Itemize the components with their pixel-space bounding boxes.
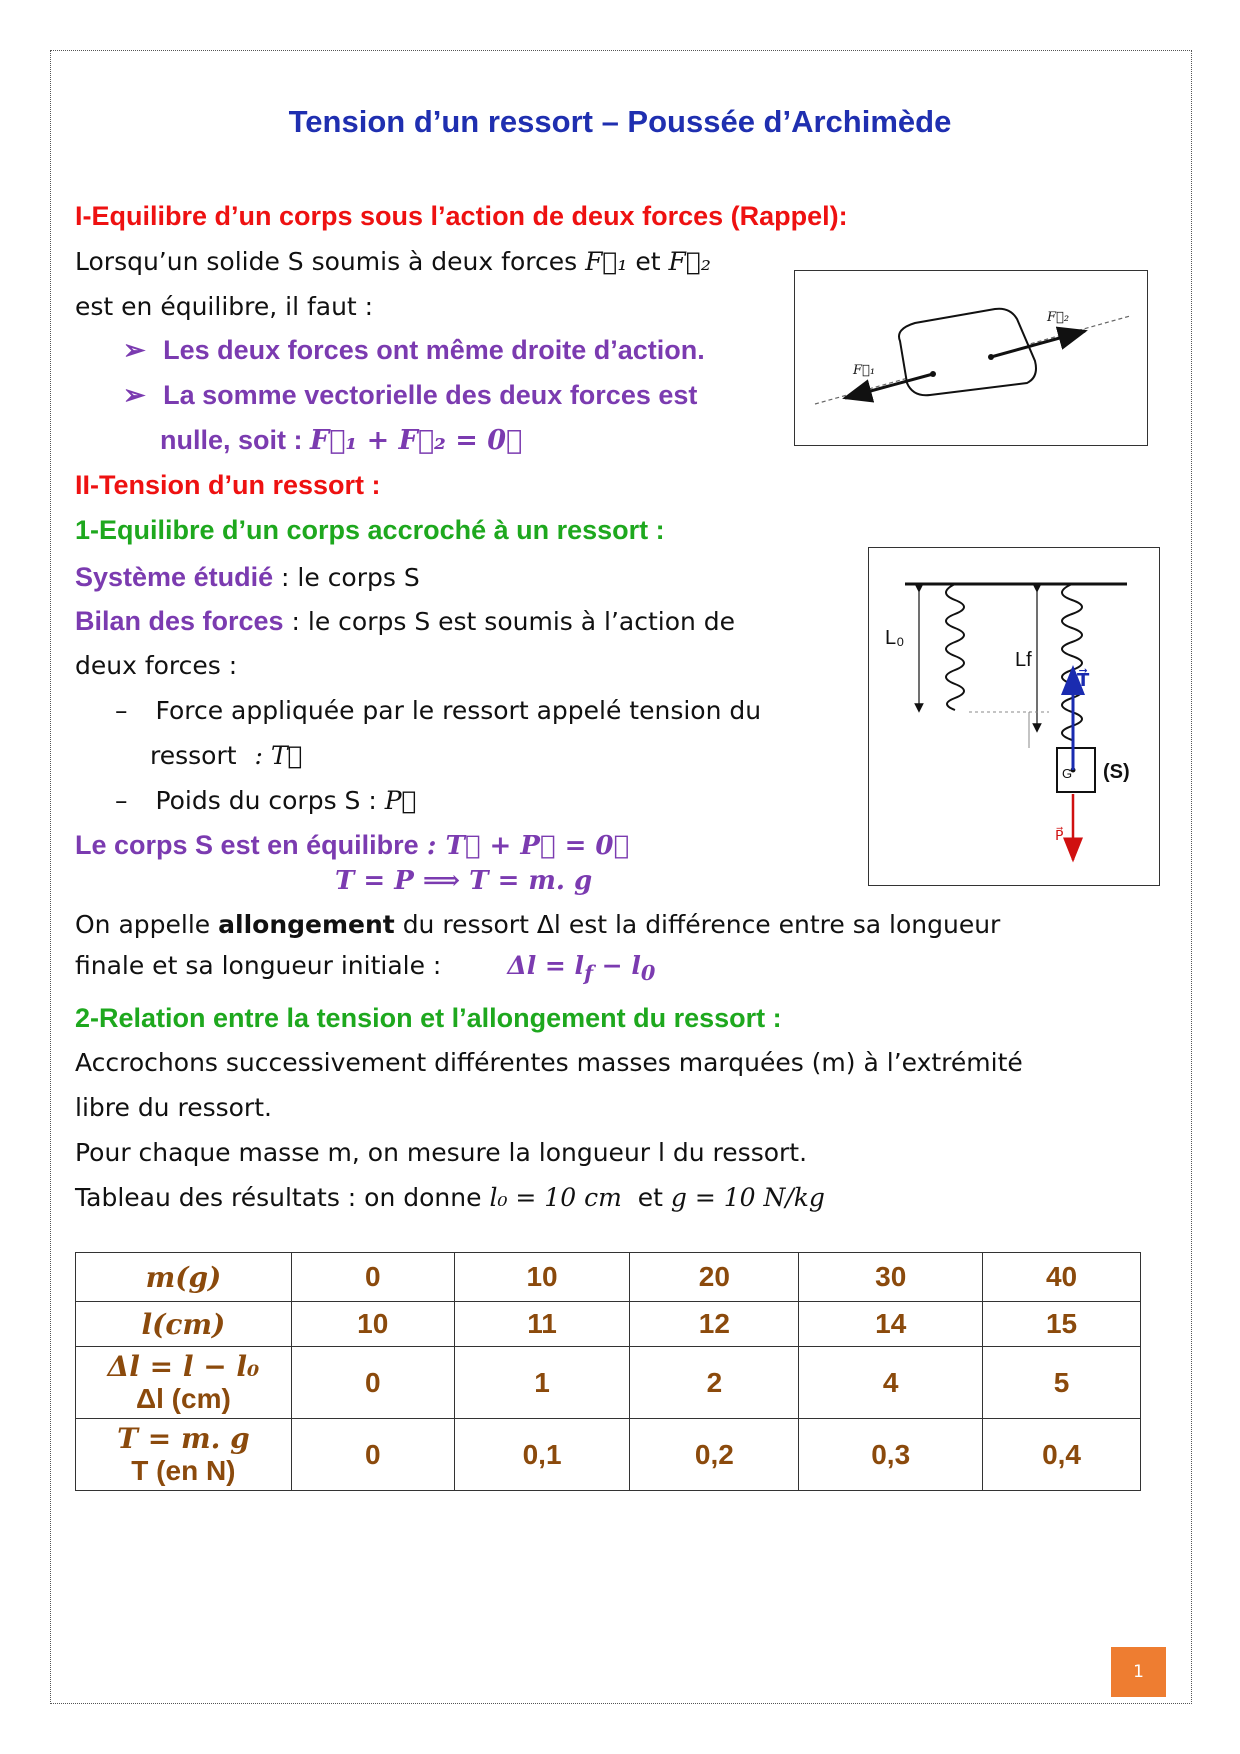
allong-sub-f: f: [584, 960, 594, 985]
dash-marker: –: [115, 696, 128, 725]
allong-line2: finale et sa longueur initiale :: [75, 951, 442, 980]
row-header: [76, 1419, 292, 1491]
table-cell: 0: [291, 1253, 454, 1302]
page-title: Tension d’un ressort – Poussée d’Archimède: [288, 104, 952, 139]
f1-point: [930, 371, 936, 377]
fig-f2-label: F⃗₂: [1047, 310, 1070, 325]
row-header-line: T = m. g: [117, 1422, 250, 1455]
allongement-line1: [75, 910, 1000, 940]
para3: [75, 1183, 825, 1213]
fig-t-label: T⃗: [1077, 670, 1090, 690]
allong-bold: allongement: [218, 910, 395, 939]
table-cell: 0: [291, 1347, 454, 1419]
table-cell: 11: [454, 1302, 630, 1347]
bullet-2-text: La somme vectorielle des deux forces est: [163, 380, 698, 410]
force1-item: [115, 696, 761, 726]
f2-point: [988, 354, 994, 360]
row-header-line: l(cm): [141, 1307, 226, 1341]
table-cell: 0,4: [983, 1419, 1141, 1491]
force2-text: Poids du corps S :: [155, 786, 377, 815]
table-cell: 2: [630, 1347, 799, 1419]
table-cell: 12: [630, 1302, 799, 1347]
table-cell: 0: [291, 1419, 454, 1491]
figure-spring: [868, 547, 1160, 886]
line1-text: Lorsqu’un solide S soumis à deux forces: [75, 247, 578, 276]
fig-s-label: (S): [1103, 761, 1130, 783]
table-row: [76, 1347, 1141, 1419]
para2: Pour chaque masse m, on mesure la longueur l du ressort.: [75, 1138, 808, 1167]
allongement-line2: [75, 951, 655, 988]
figure-two-forces: [794, 270, 1148, 446]
section1-line1: [75, 247, 711, 277]
bullet-marker: ➢: [123, 335, 146, 365]
results-table: [75, 1252, 1141, 1491]
row-header-line: Δl (cm): [136, 1383, 231, 1414]
weight-symbol: P⃗: [384, 786, 417, 815]
table-cell: 1: [454, 1347, 630, 1419]
solid-body: [899, 309, 1036, 396]
et-word: et: [635, 247, 661, 276]
fig-p-label: P⃗: [1055, 827, 1064, 843]
bullet-1-text: Les deux forces ont même droite d’action.: [163, 335, 705, 365]
spring-diagram: [869, 548, 1158, 884]
bilan-line2: deux forces :: [75, 651, 238, 680]
bullet-2: [123, 380, 697, 411]
bullet-1: [123, 335, 705, 366]
f1-symbol: F⃗₁: [585, 247, 628, 276]
row-header-line: T (en N): [131, 1455, 236, 1486]
table-row: [76, 1419, 1141, 1491]
bullet-marker: ➢: [123, 380, 146, 410]
results-table-body: [76, 1253, 1141, 1491]
subsection1-heading: 1-Equilibre d’un corps accroché à un ressort :: [75, 515, 665, 545]
table-cell: 4: [799, 1347, 983, 1419]
para3-text: Tableau des résultats : on donne: [75, 1183, 482, 1212]
systeme-text: : le corps S: [281, 563, 420, 592]
equilibre-line: [75, 830, 629, 861]
table-row: [76, 1302, 1141, 1347]
table-cell: 40: [983, 1253, 1141, 1302]
table-cell: 5: [983, 1347, 1141, 1419]
bilan-line: [75, 606, 735, 637]
table-cell: 30: [799, 1253, 983, 1302]
bilan-text: : le corps S est soumis à l’action de: [291, 607, 736, 636]
row-header-line: m(g): [145, 1260, 222, 1294]
systeme-label: Système étudié: [75, 562, 274, 592]
table-cell: 14: [799, 1302, 983, 1347]
g-given: g = 10 N/kg: [670, 1183, 825, 1212]
para3-et: et: [637, 1183, 663, 1212]
para1-line1: Accrochons successivement différentes masses marquées (m) à l’extrémité: [75, 1048, 1023, 1077]
equilibre-label: Le corps S est en équilibre: [75, 830, 419, 860]
force-sum-formula: F⃗₁ + F⃗₂ = 0⃗: [310, 425, 523, 456]
section2-heading: II-Tension d’un ressort :: [75, 470, 381, 500]
spring-left: [946, 584, 964, 710]
allong-pre: On appelle: [75, 910, 211, 939]
table-cell: 20: [630, 1253, 799, 1302]
dash-marker: –: [115, 786, 128, 815]
equilibre-formula2: T = P ⟹ T = m. g: [335, 866, 593, 896]
subsection2-heading: 2-Relation entre la tension et l’allongement du ressort :: [75, 1003, 782, 1033]
table-cell: 10: [454, 1253, 630, 1302]
table-cell: 15: [983, 1302, 1141, 1347]
section1-heading: I-Equilibre d’un corps sous l’action de deux forces (Rappel):: [75, 201, 848, 231]
fig-lf-label: Lf: [1015, 649, 1032, 671]
systeme-line: [75, 562, 420, 593]
force2-item: [115, 786, 417, 816]
para1-line2: libre du ressort.: [75, 1093, 272, 1122]
allongement-formula: [507, 951, 656, 985]
row-header: [76, 1253, 292, 1302]
table-cell: 0,1: [454, 1419, 630, 1491]
allong-post: du ressort Δl est la différence entre sa longueur: [402, 910, 1001, 939]
force1-text: Force appliquée par le ressort appelé tension du: [155, 696, 762, 725]
row-header: [76, 1347, 292, 1419]
l0-given: l₀ = 10 cm: [489, 1183, 622, 1212]
allong-sub-0: 0: [640, 960, 656, 985]
allong-formula-a: Δl = l: [507, 951, 585, 980]
table-cell: 0,3: [799, 1419, 983, 1491]
fig-l0-label: L₀: [885, 627, 905, 649]
fig-g-label: G: [1062, 766, 1073, 781]
table-row: [76, 1253, 1141, 1302]
force1-continuation: [150, 741, 303, 771]
bilan-label: Bilan des forces: [75, 606, 284, 636]
page-number: 1: [1111, 1647, 1166, 1697]
allong-formula-b: − l: [593, 951, 641, 980]
fig-f1-label: F⃗₁: [853, 363, 876, 378]
bullet-2b-text: nulle, soit :: [160, 425, 303, 455]
bullet-2-continuation: [160, 425, 522, 456]
force1b-text: ressort: [150, 741, 237, 770]
table-cell: 10: [291, 1302, 454, 1347]
row-header-line: Δl = l − l₀: [107, 1350, 260, 1383]
section1-line2: est en équilibre, il faut :: [75, 292, 374, 321]
table-cell: 0,2: [630, 1419, 799, 1491]
equilibre-formula: : T⃗ + P⃗ = 0⃗: [426, 831, 630, 861]
f2-symbol: F⃗₂: [668, 247, 711, 276]
row-header: [76, 1302, 292, 1347]
two-forces-diagram: [795, 271, 1146, 444]
tension-symbol: : T⃗: [254, 741, 303, 770]
